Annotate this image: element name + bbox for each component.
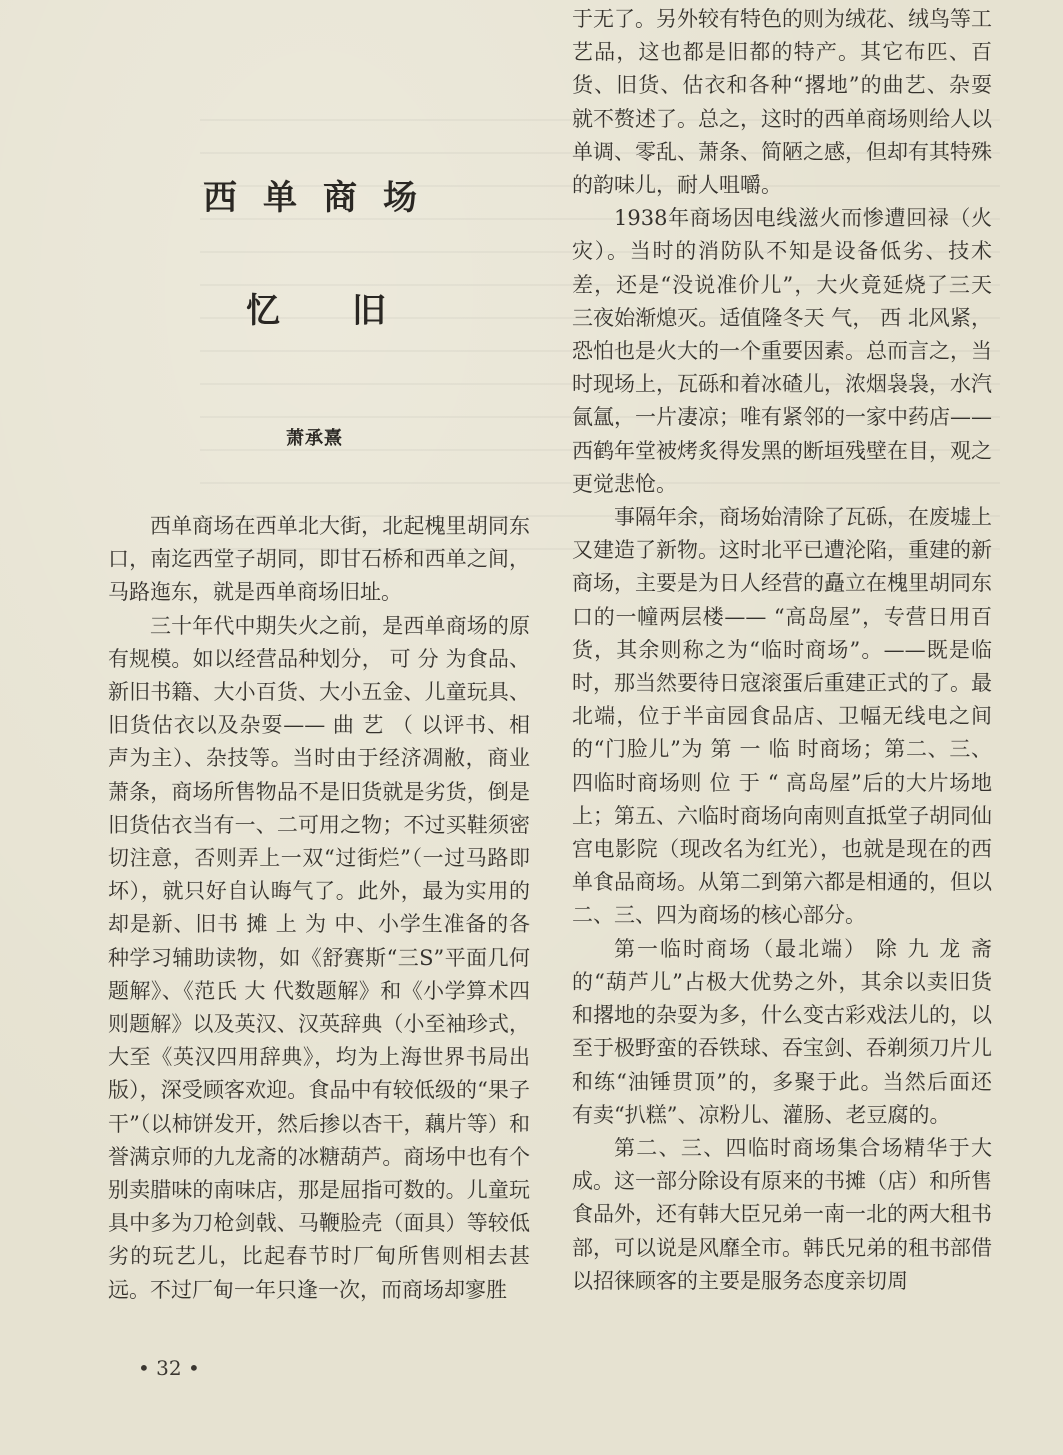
- paragraph: 1938年商场因电线滋火而惨遭回禄（火灾）。当时的消防队不知是设备低劣、技术差，还是“没说准价儿”，大火竟延烧了三天三夜始渐熄灭。适值隆冬天 气， 西 北风紧，恐怕也是火大的一个重要因素。总而言之，当时现场上，瓦砾和着冰碴儿，浓烟袅袅，水汽氤氲，一片凄凉；唯有紧邻的一家中药店——西鹤年堂被烤炙得发黑的断垣残壁在目，观之更觉悲怆。: [572, 206, 992, 496]
- right-text-column: [572, 3, 992, 1298]
- page-number: • 32 •: [138, 1356, 200, 1380]
- left-text-column: [108, 510, 530, 1307]
- paragraph: 事隔年余，商场始清除了瓦砾，在废墟上又建造了新物。这时北平已遭沦陷，重建的新商场，主要是为日人经营的矗立在槐里胡同东口的一幢两层楼—— “高岛屋”，专营日用百货，其余则称之为“临时商场”。——既是临时，那当然要待日寇滚蛋后重建正式的了。最北端，位于半亩园食品店、卫幅无线电之间的“门脸儿”为 第 一 临 时商场；第二、三、四临时商场则 位 于 “ 高岛屋”后的大片场地上；第五、六临时商场向南则直抵堂子胡同仙宫电影院（现改名为红光），也就是现在的西单食品商场。从第二到第六都是相通的，但以二、三、四为商场的核心部分。: [572, 505, 992, 928]
- paragraph: 西单商场在西单北大街，北起槐里胡同东口，南迄西堂子胡同，即甘石桥和西单之间，马路迤东，就是西单商场旧址。: [108, 514, 530, 605]
- article-subtitle: 忆旧: [246, 291, 458, 331]
- paragraph-continuation: 于无了。另外较有特色的则为绒花、绒鸟等工艺品，这也都是旧都的特产。其它布匹、百货、旧货、估衣和各种“撂地”的曲艺、杂耍就不赘述了。总之，这时的西单商场则给人以单调、零乱、萧条、简陋之感，但却有其特殊的韵味儿，耐人咀嚼。: [572, 7, 992, 198]
- paragraph: 第一临时商场（最北端） 除 九 龙 斋的“葫芦儿”占极大优势之外，其余以卖旧货和撂地的杂耍为多，什么变古彩戏法儿的，以至于极野蛮的吞铁球、吞宝剑、吞剃须刀片儿和练“油锤贯顶”的，多聚于此。当然后面还有卖“扒糕”、凉粉儿、灌肠、老豆腐的。: [572, 936, 992, 1127]
- author-name: 萧承熹: [286, 428, 343, 449]
- paragraph: 三十年代中期失火之前，是西单商场的原有规模。如以经营品种划分， 可 分 为食品、新旧书籍、大小百货、大小五金、儿童玩具、旧货估衣以及杂耍—— 曲 艺 （ 以评书、相声为主）、杂技等。当时由于经济凋敝，商业萧条，商场所售物品不是旧货就是劣货，倒是旧货估衣当有一、二可用之物；不过买鞋须密切注意，否则弄上一双“过街烂”（一过马路即坏），就只好自认晦气了。此外，最为实用的却是新、旧书 摊 上 为 中、小学生准备的各种学习辅助读物，如《舒赛斯“三S”平面几何题解》、《范氏 大 代数题解》和《小学算术四则题解》以及英汉、汉英辞典（小至袖珍式，大至《英汉四用辞典》，均为上海世界书局出版），深受顾客欢迎。食品中有较低级的“果子干”（以柿饼发开，然后掺以杏干，藕片等）和誉满京师的九龙斋的冰糖葫芦。商场中也有个别卖腊味的南味店，那是屈指可数的。儿童玩具中多为刀枪剑戟、马鞭脸壳（面具）等较低劣的玩艺儿，比起春节时厂甸所售则相去甚远。不过厂甸一年只逢一次，而商场却寥胜: [108, 613, 530, 1302]
- paragraph: 第二、三、四临时商场集合场精华于大成。这一部分除设有原来的书摊（店）和所售食品外，还有韩大臣兄弟一南一北的两大租书部，可以说是风靡全市。韩氏兄弟的租书部借以招徕顾客的主要是服务态度亲切周: [572, 1135, 992, 1293]
- article-title: 西单商场: [203, 178, 443, 218]
